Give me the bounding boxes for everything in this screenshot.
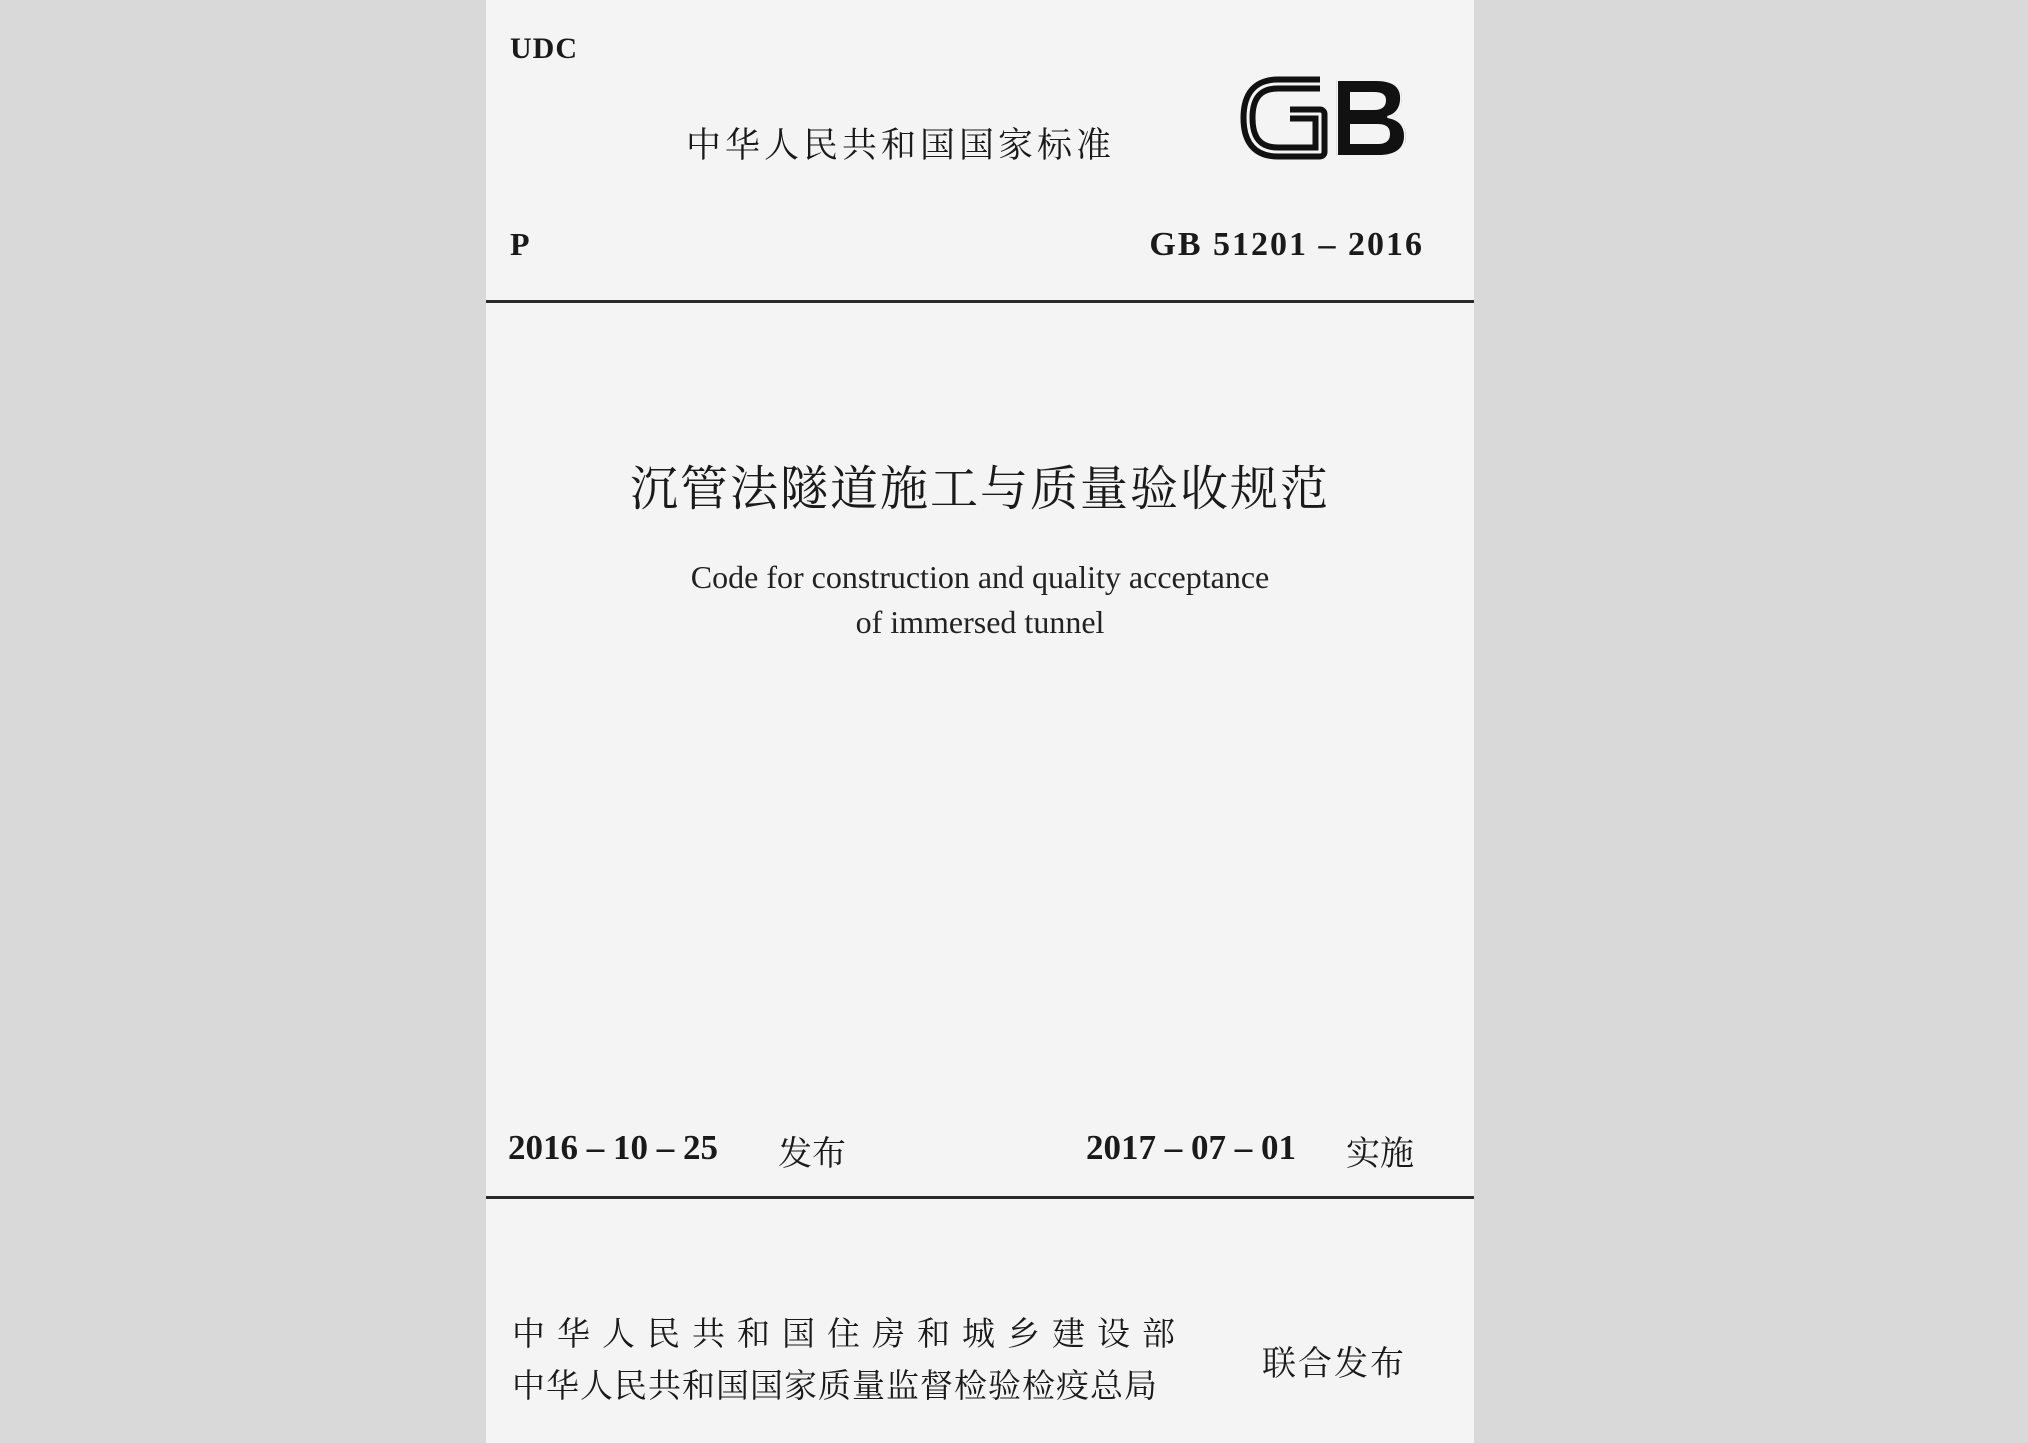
title-english bbox=[486, 555, 1474, 645]
gb-logo-icon bbox=[1238, 70, 1418, 166]
udc-label: UDC bbox=[510, 32, 578, 65]
issue-label: 发布 bbox=[778, 1134, 846, 1174]
top-divider bbox=[486, 300, 1474, 303]
standard-cover-page bbox=[486, 0, 1474, 1443]
standard-number: GB 51201 – 2016 bbox=[1149, 226, 1424, 263]
publisher-ministry-housing: 中华人民共和国住房和城乡建设部 bbox=[512, 1314, 1187, 1353]
joint-release-label: 联合发布 bbox=[1262, 1344, 1406, 1384]
implementation-label: 实施 bbox=[1346, 1134, 1414, 1174]
national-standard-heading: 中华人民共和国国家标准 bbox=[686, 126, 1116, 166]
classification-code: P bbox=[510, 226, 530, 262]
title-english-line1: Code for construction and quality acceptance bbox=[690, 559, 1270, 595]
bottom-divider bbox=[486, 1196, 1474, 1199]
issue-date: 2016 – 10 – 25 bbox=[508, 1128, 718, 1167]
implementation-date: 2017 – 07 – 01 bbox=[1086, 1128, 1296, 1167]
publisher-aqsiq: 中华人民共和国国家质量监督检验检疫总局 bbox=[512, 1366, 1158, 1405]
title-english-line2: of immersed tunnel bbox=[855, 604, 1105, 640]
title-chinese: 沉管法隧道施工与质量验收规范 bbox=[629, 461, 1330, 517]
